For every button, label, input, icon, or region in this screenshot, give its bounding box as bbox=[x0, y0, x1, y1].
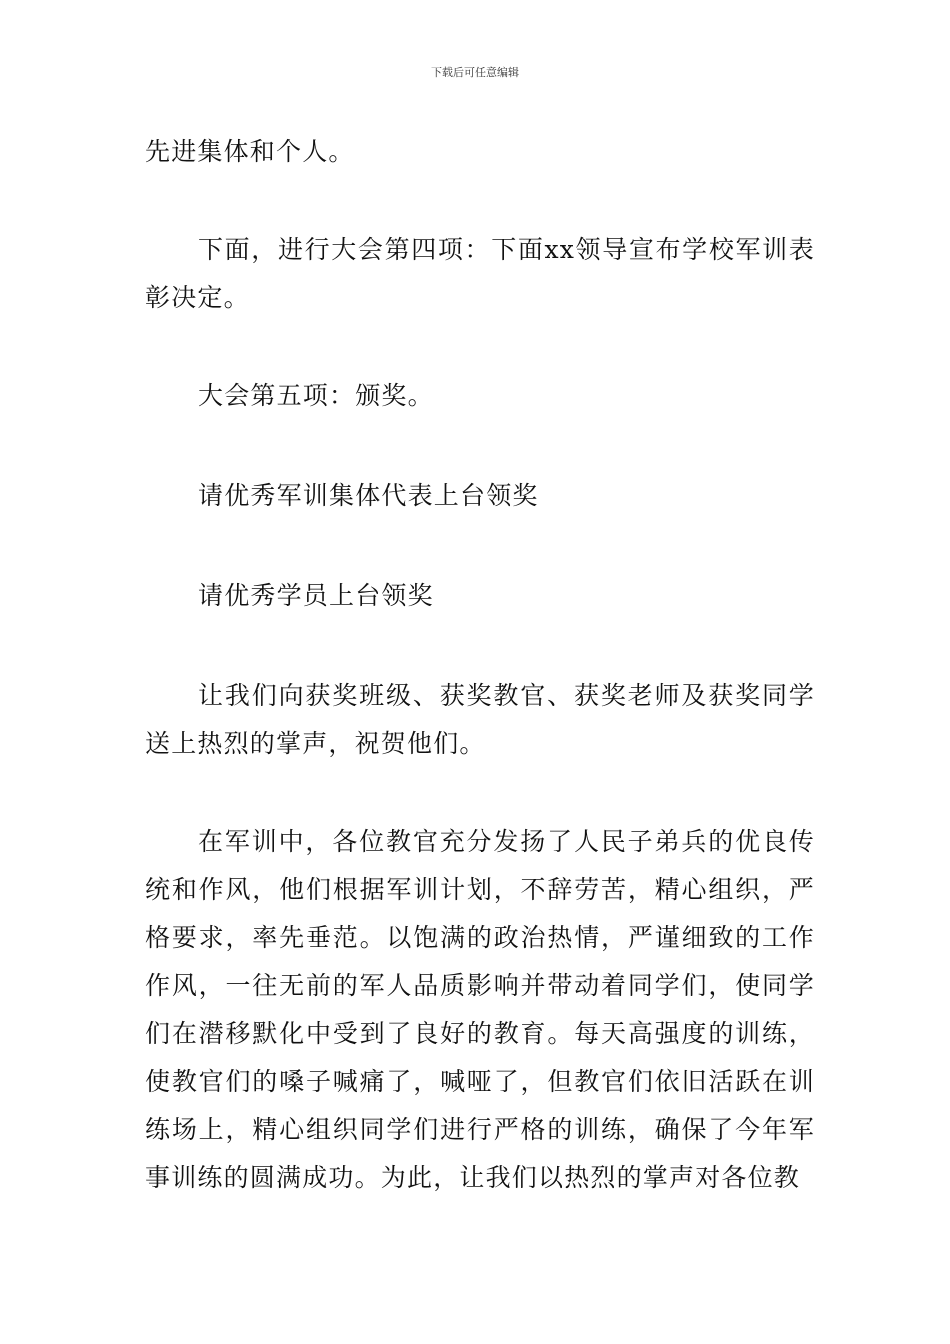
paragraph-2: 下面，进行大会第四项：下面xx领导宣布学校军训表彰决定。 bbox=[145, 235, 815, 312]
document-body bbox=[145, 128, 815, 1202]
paragraph-4: 请优秀军训集体代表上台领奖 bbox=[198, 481, 539, 510]
paragraph-6: 让我们向获奖班级、获奖教官、获奖老师及获奖同学送上热烈的掌声，祝贺他们。 bbox=[145, 681, 815, 758]
paragraph-7: 在军训中，各位教官充分发扬了人民子弟兵的优良传统和作风，他们根据军训计划，不辞劳苦，精心组织，严格要求，率先垂范。以饱满的政治热情，严谨细致的工作作风，一往无前的军人品质影响并带动着同学们，使同学们在潜移默化中受到了良好的教育。每天高强度的训练，使教官们的嗓子喊痛了，喊哑了，但教官们依旧活跃在训练场上，精心组织同学们进行严格的训练，确保了今年军事训练的圆满成功。为此，让我们以热烈的掌声对各位教 bbox=[145, 827, 815, 1192]
paragraph-3: 大会第五项：颁奖。 bbox=[198, 381, 434, 410]
paragraph-5: 请优秀学员上台领奖 bbox=[198, 581, 434, 610]
page-header: 下载后可任意编辑 bbox=[431, 66, 519, 79]
paragraph-1: 先进集体和个人。 bbox=[145, 137, 355, 166]
